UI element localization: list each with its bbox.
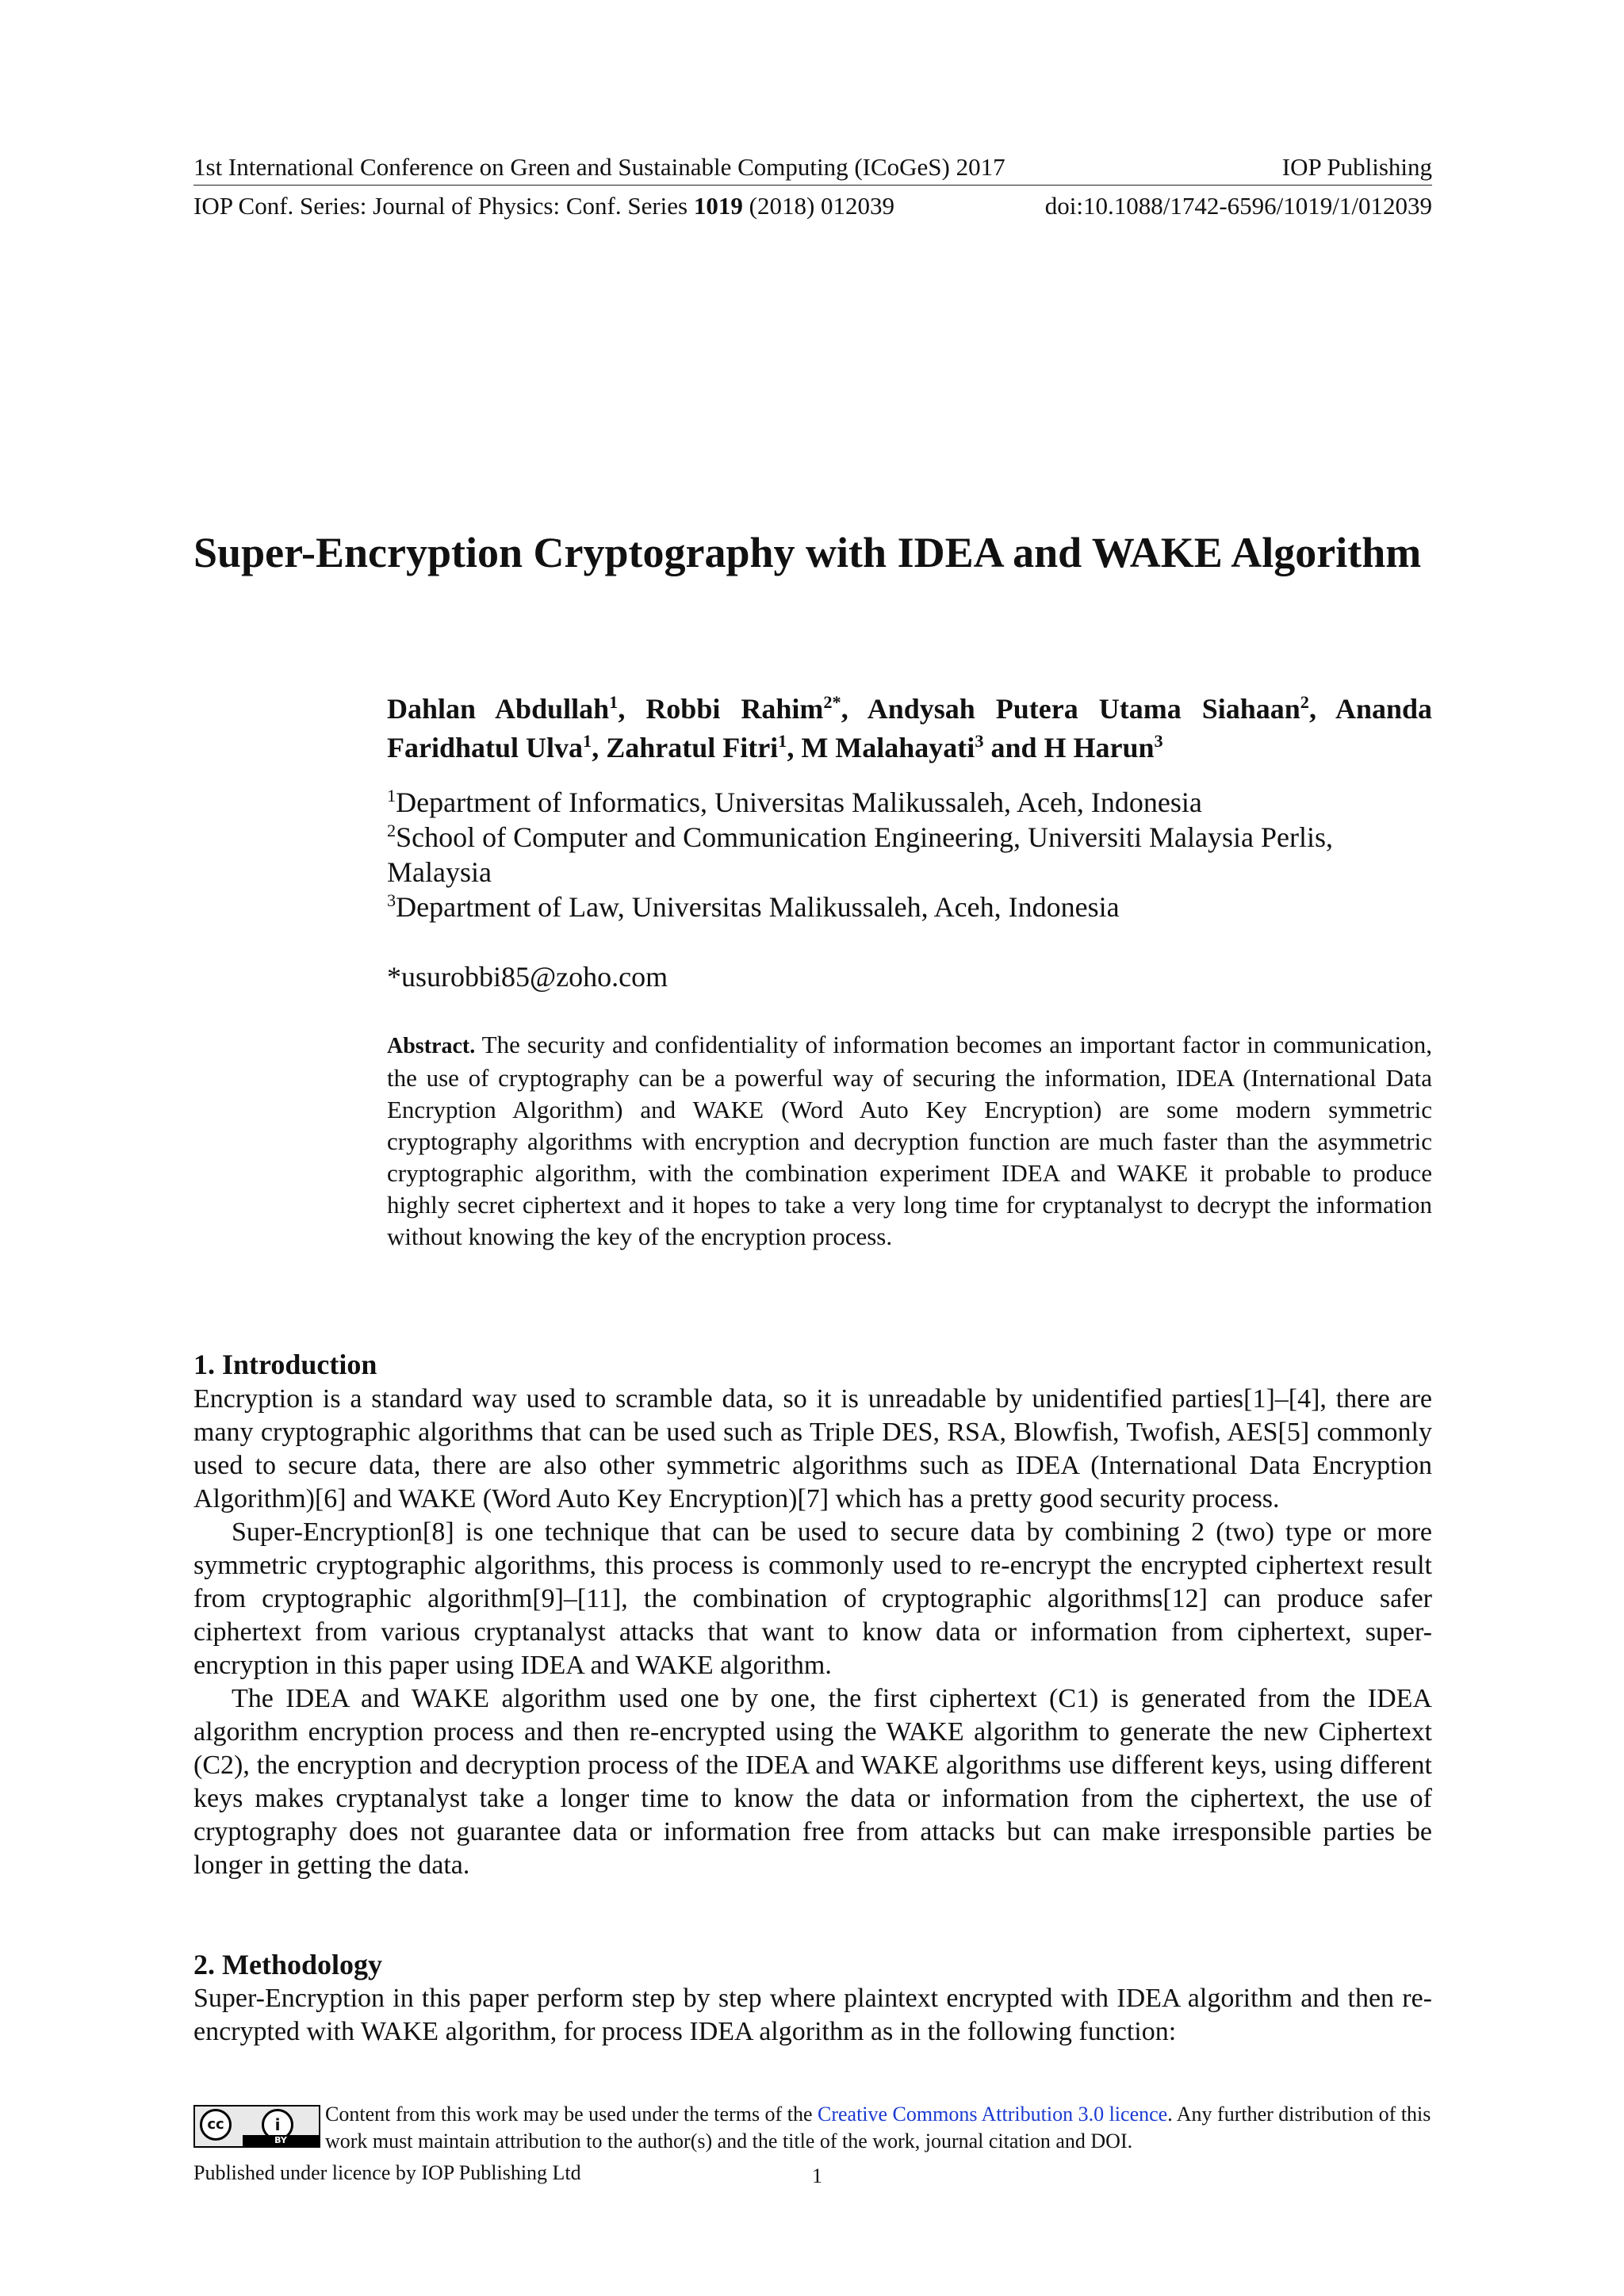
running-header-bottom: [193, 190, 1432, 224]
series-citation: [193, 190, 894, 222]
cc-icon: cc: [200, 2109, 232, 2141]
author-name: Andysah Putera Utama Siahaan: [867, 693, 1300, 725]
author-affiliation-mark: 3: [975, 731, 984, 751]
author-separator: ,: [787, 732, 802, 763]
paragraph: Super-Encryption in this paper perform step by step where plaintext encrypted with IDEA algorithm and then re-encrypted with WAKE algorithm, for process IDEA algorithm as in the following function:: [193, 1984, 1432, 2046]
author-name: H Harun: [1044, 732, 1155, 763]
author-name: M Malahayati: [801, 732, 975, 763]
publisher-name: IOP Publishing: [1281, 153, 1432, 181]
series-volume: 1019: [693, 192, 743, 220]
paragraph: The IDEA and WAKE algorithm used one by one, the first ciphertext (C1) is generated from the IDEA algorithm encryption process and then re-encrypted using the WAKE algorithm to generate the new Ciphertext (C2), the encryption and decryption process of the IDEA and WAKE algorithms use different keys, using different keys makes cryptanalyst take a longer time to know the data or information from the ciphertext, the use of cryptography does not guarantee data or information free from attacks but can make irresponsible parties be longer in getting the data.: [193, 1684, 1432, 1880]
affiliation-1: $^1$Department of Informatics, Universitas Malikussaleh, Aceh, Indonesia: [387, 786, 1202, 818]
author-name: Zahratul Fitri: [606, 732, 779, 763]
author-name: Ananda Faridhatul Ulva: [387, 693, 1433, 763]
page-number: 1: [812, 2164, 822, 2187]
author-name: Robbi Rahim: [645, 693, 824, 725]
series-suffix: (2018) 012039: [742, 192, 895, 220]
paragraph: Super-Encryption[8] is one technique that can be used to secure data by combining 2 (two) type or more symmetric cryptographic algorithms, this process is commonly used to re-encrypt the encrypted ciphertext result from cryptographic algorithm[9]–[11], the combination of cryptographic algorithms[12] can produce safer ciphertext from various cryptanalyst attacks that want to know data or information from ciphertext, super-encryption in this paper using IDEA and WAKE algorithm.: [193, 1517, 1432, 1680]
author-affiliation-mark: 3: [1154, 731, 1163, 751]
abstract: [387, 1029, 1432, 1253]
author-affiliation-mark: 1: [583, 731, 592, 751]
author-affiliation-mark: 1: [609, 692, 619, 712]
paragraph: Encryption is a standard way used to scramble data, so it is unreadable by unidentified parties[1]–[4], there are many cryptographic algorithms that can be used such as Triple DES, RSA, Blowfish, Twofish, AES[5] commonly used to secure data, there are also other symmetric algorithms such as IDEA (International Data Encryption Algorithm)[6] and WAKE (Word Auto Key Encryption)[7] which has a pretty good security process.: [193, 1384, 1432, 1513]
series-prefix: IOP Conf. Series: Journal of Physics: Conf. Series: [193, 192, 694, 220]
section-heading-methodology: 2. Methodology: [193, 1949, 382, 1980]
license-notice: [325, 2101, 1435, 2155]
author-affiliation-mark: 2: [1300, 692, 1309, 712]
author-separator: ,: [841, 693, 868, 725]
author-and: and: [983, 732, 1044, 763]
attribution-person-icon: i: [262, 2109, 293, 2141]
doi-text: doi:10.1088/1742-6596/1019/1/012039: [1044, 192, 1432, 220]
cc-by-license-icon[interactable]: [193, 2105, 320, 2148]
conference-name: 1st International Conference on Green and Sustainable Computing (ICoGeS) 2017: [193, 153, 1005, 181]
abstract-text: The security and confidentiality of information becomes an important factor in communication, the use of cryptography can be a powerful way of securing the information, IDEA (International Data Encryption Algorithm) and WAKE (Word Auto Key Encryption) are some modern symmetric cryptography algorithms with encryption and decryption function are much faster than the asymmetric cryptographic algorithm, with the combination experiment IDEA and WAKE it probable to produce highly secret ciphertext and it hopes to take a very long time for cryptanalyst to decrypt the information without knowing the key of the encryption process.: [387, 1031, 1432, 1250]
methodology-body: [193, 1982, 1432, 2049]
by-label: BY: [243, 2135, 319, 2146]
affiliation-3: $^3$Department of Law, Universitas Malikussaleh, Aceh, Indonesia: [387, 890, 1120, 923]
published-under-licence: Published under licence by IOP Publishing Ltd: [193, 2161, 581, 2184]
section-heading-introduction: 1. Introduction: [193, 1349, 377, 1380]
author-affiliation-mark: 2*: [823, 692, 841, 712]
author-separator: ,: [618, 693, 646, 725]
paper-title: Super-Encryption Cryptography with IDEA and WAKE Algorithm: [193, 529, 1422, 576]
license-text-post: . Any further distribution of this work must maintain attribution to the author(s) and the title of the work, journal citation and DOI.: [325, 2103, 1431, 2152]
running-header-top: [193, 151, 1432, 186]
abstract-label: Abstract.: [387, 1034, 476, 1058]
author-affiliation-mark: 1: [778, 731, 787, 751]
affiliation-2: $^2$School of Computer and Communication Engineering, Universiti Malaysia Perlis, Malaysia: [387, 821, 1333, 888]
license-text-pre: Content from this work may be used under the terms of the: [325, 2103, 818, 2126]
author-separator: ,: [1308, 693, 1335, 725]
license-link[interactable]: Creative Commons Attribution 3.0 licence: [817, 2103, 1168, 2126]
author-separator: ,: [592, 732, 607, 763]
corresponding-email[interactable]: *usurobbi85@zoho.com: [387, 961, 668, 993]
author-name: Dahlan Abdullah: [387, 693, 610, 725]
author-list: [387, 690, 1432, 767]
introduction-body: [193, 1383, 1432, 1882]
